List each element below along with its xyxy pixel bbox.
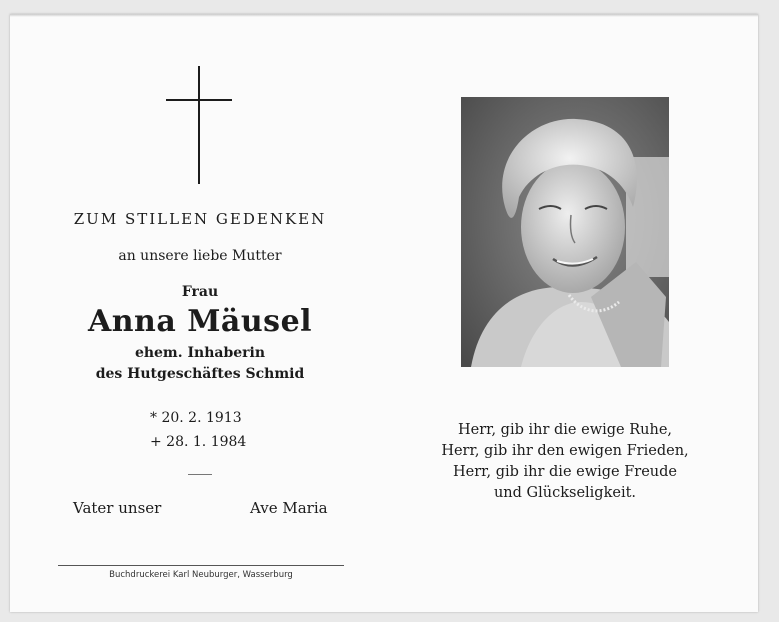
verse-line: Herr, gib ihr den ewigen Frieden, xyxy=(441,443,689,459)
printer-credit: Buchdruckerei Karl Neuburger, Wasserburg xyxy=(109,570,293,580)
latin-cross-icon xyxy=(164,66,234,186)
verse-line: und Glückseligkeit. xyxy=(493,485,637,501)
prayer-vater-unser: Vater unser xyxy=(73,499,162,517)
small-divider xyxy=(188,474,212,475)
dedication-text: an unsere liebe Mutter xyxy=(118,248,282,264)
birth-date: * 20. 2. 1913 xyxy=(150,410,242,426)
memorial-heading: ZUM STILLEN GEDENKEN xyxy=(73,210,327,228)
title-frau: Frau xyxy=(181,284,219,300)
card-edge-shadow xyxy=(10,14,758,17)
portrait-photo xyxy=(461,97,669,367)
verse-block xyxy=(420,420,710,504)
printer-divider xyxy=(58,565,344,566)
verse-line: Herr, gib ihr die ewige Ruhe, xyxy=(457,422,673,438)
deceased-name: Anna Mäusel xyxy=(87,304,313,339)
portrait-illustration xyxy=(461,97,669,367)
occupation-line-1: ehem. Inhaberin xyxy=(134,345,266,361)
prayer-ave-maria: Ave Maria xyxy=(250,499,328,517)
death-date: + 28. 1. 1984 xyxy=(150,434,247,450)
verse-line: Herr, gib ihr die ewige Freude xyxy=(452,464,678,480)
occupation-line-2: des Hutgeschäftes Schmid xyxy=(95,366,305,382)
